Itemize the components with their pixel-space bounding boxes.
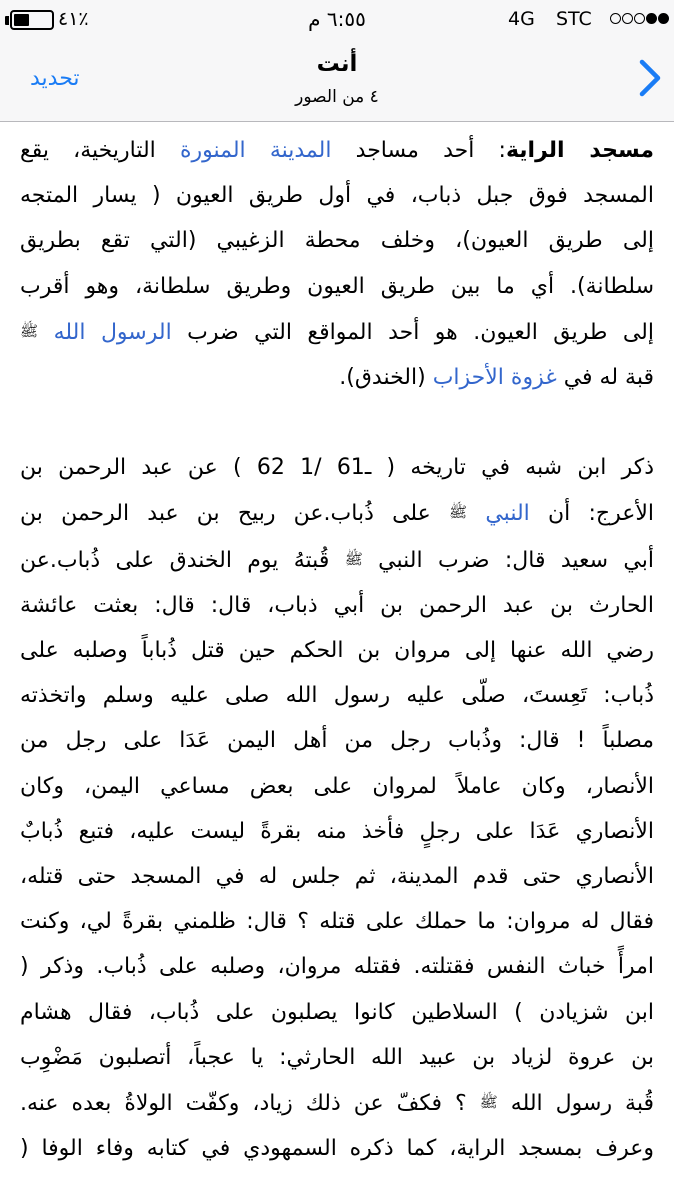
text-line: الحارث بن عبد الرحمن بن أبي ذباب، قال: قال: بعثت عائشة: [20, 592, 654, 618]
text-run: قُبة رسول الله: [497, 1091, 654, 1117]
link-medina[interactable]: المدينة المنورة: [179, 138, 332, 163]
link-prophet-messenger[interactable]: الرسول الله: [53, 319, 172, 345]
article-paragraph: [20, 445, 654, 1171]
signal-dot: [646, 13, 657, 24]
article-body: [20, 128, 654, 1171]
text-line: الأنصاري عَدَا على رجلٍ فأخذ منه بقرةً ليست عليه، فتبع ذُبابٌ: [20, 818, 654, 844]
text-line: رضي الله عنها إلى مروان بن الحكم حين قتل ذُباباً وصلبه على: [20, 638, 654, 664]
text-line: [20, 490, 654, 536]
carrier-name: STC: [556, 8, 592, 30]
text-line: وعرف بمسجد الراية، كما ذكره السمهودي في كتابه وفاء الوفا (: [20, 1136, 654, 1162]
text-line: سلطانة). أي ما بين طريق العيون وطريق سلطانة، وهو أقرب: [20, 273, 654, 299]
text-line: [20, 1080, 654, 1126]
text-line: [20, 445, 654, 490]
battery-percent: ٤١٪: [58, 8, 89, 30]
text-run: قُبتهُ يوم الخندق على ذُباب.عن: [20, 547, 345, 573]
chevron-right-icon: [632, 56, 666, 100]
article-term: مسجد الراية: [505, 138, 654, 163]
text-run: ) عن عبد الرحمن بن: [20, 455, 257, 481]
text-line: ذُباب: تَعِستَ، صلّى عليه رسول الله صلى عليه وسلم واتخذته: [20, 683, 654, 709]
text-line: الأنصار، وكان عاملاً لمروان على بعض مساعي اليمن، وكان: [20, 773, 654, 799]
text-line: فقال له مروان: ما حملك على قتله ؟ قال: ظلمني بقرةً لي، وكنت: [20, 909, 654, 935]
signal-strength-icon: [610, 13, 670, 27]
text-line: امرأً خباث النفس فقتلته. فقتله مروان، وصلبه على ذُباب. وذكر (: [20, 954, 654, 980]
text-run: ذكر ابن شبه في تاريخه (: [371, 455, 654, 481]
refresh-button[interactable]: تحديد: [30, 66, 80, 91]
page-title: أنت: [316, 51, 358, 77]
text-run: التاريخية، يقع: [20, 138, 180, 163]
link-battle-of-trench[interactable]: غزوة الأحزاب: [432, 365, 557, 391]
pbuh-ligature: ﷺ: [479, 1093, 498, 1112]
text-line: بن عروة لزياد بن عبيد الله الحارثي: يا عجباً، أتصلبون مَضْوِب: [20, 1044, 654, 1070]
status-time: ٦:٥٥ م: [308, 7, 366, 31]
text-run: الأعرج: أن: [529, 501, 654, 527]
text-run: (الخندق).: [339, 365, 433, 391]
network-type: 4G: [508, 8, 535, 30]
text-run: إلى طريق العيون. هو أحد المواقع التي ضرب: [171, 319, 654, 345]
pbuh-ligature: ﷺ: [449, 503, 468, 522]
page-subtitle: ٤ من الصور: [295, 87, 379, 107]
article-paragraph: [20, 128, 654, 400]
text-run: على ذُباب.عن ربيح بن عبد الرحمن بن: [20, 501, 450, 527]
text-run: قبة له في: [556, 365, 654, 391]
signal-dot: [634, 13, 645, 24]
text-line: [20, 309, 654, 355]
pbuh-ligature: ﷺ: [20, 321, 39, 340]
pbuh-ligature: ﷺ: [344, 549, 363, 568]
link-prophet[interactable]: النبي: [485, 501, 530, 527]
status-bar: [0, 0, 674, 40]
back-button[interactable]: [632, 56, 666, 100]
text-run: أبي سعيد قال: ضرب النبي: [362, 547, 654, 573]
text-line: [20, 128, 654, 173]
signal-dot: [622, 13, 633, 24]
text-run: ؟ فكفّ عن ذلك زياد، وكفّت الولاةُ بعده عنه.: [20, 1091, 480, 1117]
text-line: [20, 355, 654, 400]
citation-reference: 62 ـ61 /1: [256, 455, 372, 481]
navigation-bar: [0, 40, 674, 122]
signal-dot: [610, 13, 621, 24]
text-line: الأنصاري حتى قدم المدينة، ثم جلس له في المسجد حتى قتله،: [20, 864, 654, 890]
text-line: إلى طريق العيون)، وخلف محطة الزغيبي (التي تقع بطريق: [20, 228, 654, 254]
text-run: : أحد مساجد: [331, 138, 506, 163]
text-line: مصلباً ! قال: وذُباب رجل من أهل اليمن عَدَا على رجل من: [20, 728, 654, 754]
signal-dot: [658, 13, 669, 24]
text-line: ابن شزيادن ) السلاطين كانوا يصلبون على ذُباب، فقال هشام: [20, 999, 654, 1025]
text-line: [20, 537, 654, 583]
text-line: المسجد فوق جبل ذباب، في أول طريق العيون ( يسار المتجه: [20, 183, 654, 209]
